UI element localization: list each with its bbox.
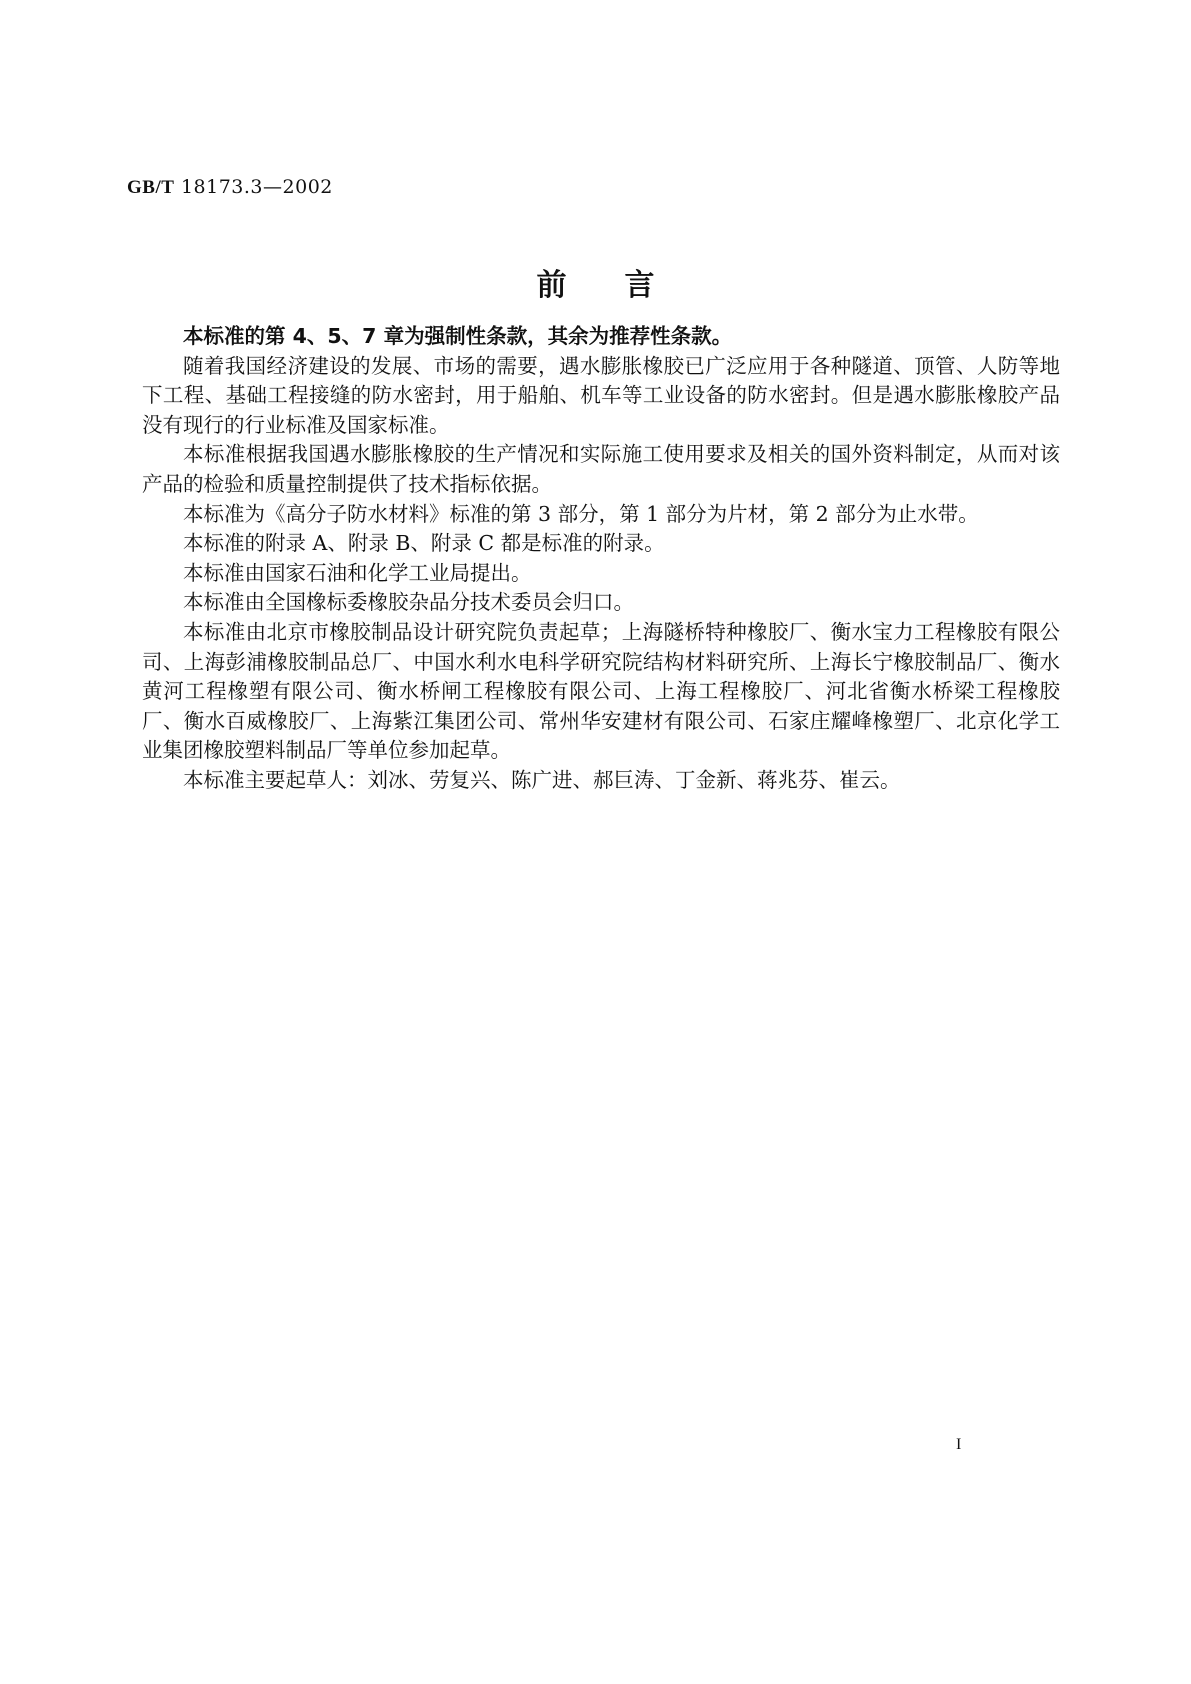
paragraph-basis: 本标准根据我国遇水膨胀橡胶的生产情况和实际施工使用要求及相关的国外资料制定，从而对该产品的检验和质量控制提供了技术指标依据。 <box>142 442 1060 496</box>
paragraph-part: 本标准为《高分子防水材料》标准的第 3 部分，第 1 部分为片材，第 2 部分为止水带。 <box>183 501 979 526</box>
paragraph-mandatory-clauses: 本标准的第 4、5、7 章为强制性条款，其余为推荐性条款。 <box>183 324 733 348</box>
standard-number: 18173.3—2002 <box>180 176 333 198</box>
page-title: 前言 <box>536 268 713 303</box>
paragraph-annexes: 本标准的附录 A、附录 B、附录 C 都是标准的附录。 <box>183 531 665 556</box>
foreword-body <box>142 322 1060 796</box>
paragraph-proposer: 本标准由国家石油和化学工业局提出。 <box>183 560 532 585</box>
page-number: I <box>956 1436 962 1453</box>
standard-code <box>127 176 333 199</box>
paragraph-drafting-units: 本标准由北京市橡胶制品设计研究院负责起草；上海隧桥特种橡胶厂、衡水宝力工程橡胶有限公司、上海彭浦橡胶制品总厂、中国水利水电科学研究院结构材料研究所、上海长宁橡胶制品厂、衡水黄河工程橡塑有限公司、衡水桥闸工程橡胶有限公司、上海工程橡胶厂、河北省衡水桥梁工程橡胶厂、衡水百威橡胶厂、上海紫江集团公司、常州华安建材有限公司、石家庄耀峰橡塑厂、北京化学工业集团橡胶塑料制品厂等单位参加起草。 <box>142 619 1060 763</box>
paragraph-background: 随着我国经济建设的发展、市场的需要，遇水膨胀橡胶已广泛应用于各种隧道、顶管、人防等地下工程、基础工程接缝的防水密封，用于船舶、机车等工业设备的防水密封。但是遇水膨胀橡胶产品没有现行的行业标准及国家标准。 <box>142 353 1060 437</box>
paragraph-administrator: 本标准由全国橡标委橡胶杂品分技术委员会归口。 <box>183 590 634 615</box>
paragraph-drafters: 本标准主要起草人：刘冰、劳复兴、陈广进、郝巨涛、丁金新、蒋兆芬、崔云。 <box>183 767 901 792</box>
standard-prefix: GB/T <box>127 177 175 198</box>
